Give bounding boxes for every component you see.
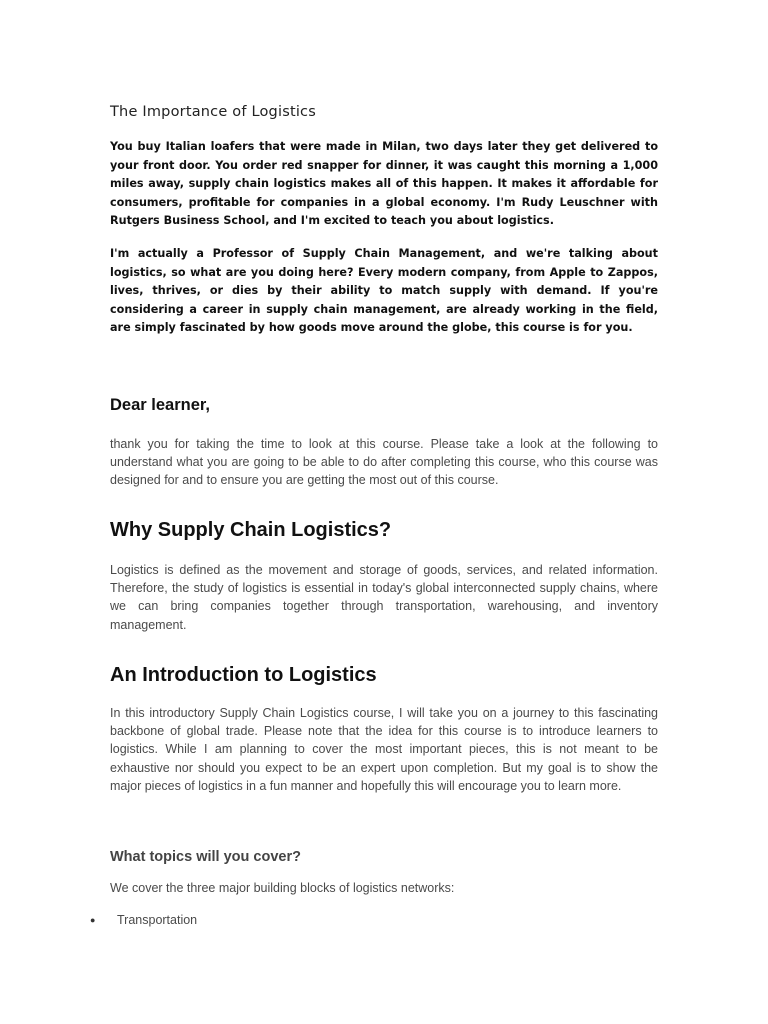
greeting-heading: Dear learner, xyxy=(110,396,210,414)
introduction-text: In this introductory Supply Chain Logistics course, I will take you on a journey to this fascinating backbone of global trade. Please note that the idea for this course is to introduce learners to logistics. While I am planning to cover the most important pieces, this is not meant to be exhaustive nor should you expect to be an expert upon completion. But my goal is to show the major pieces of logistics in a fun manner and hopefully this will encourage you to learn more. xyxy=(110,706,658,793)
list-item xyxy=(90,913,658,927)
intro-paragraph-1: You buy Italian loafers that were made in Milan, two days later they get delivered to your front door. You order red snapper for dinner, it was caught this morning a 1,000 miles away, supply chain logistics makes all of this happen. It makes it affordable for consumers, profitable for companies in a global economy. I'm Rudy Leuschner with Rutgers Business School, and I'm excited to teach you about logistics. xyxy=(110,140,658,228)
bullet-icon: ● xyxy=(90,915,96,925)
topics-intro-text: We cover the three major building blocks of logistics networks: xyxy=(110,881,455,895)
intro-paragraph-2: I'm actually a Professor of Supply Chain Management, and we're talking about logistics, so what are you doing here? Every modern company, from Apple to Zappos, lives, thrives, or dies by their ability to match supply with demand. If you're considering a career in supply chain management, are already working in the field, are simply fascinated by how goods move around the globe, this course is for you. xyxy=(110,247,658,335)
topics-heading: What topics will you cover? xyxy=(110,849,301,865)
why-text: Logistics is defined as the movement and storage of goods, services, and related information. Therefore, the study of logistics is essential in today's global interconnected supply chains, where we can bring companies together through transportation, warehousing, and inventory management. xyxy=(110,563,658,632)
greeting-text: thank you for taking the time to look at this course. Please take a look at the following to understand what you are going to be able to do after completing this course, who this course was designed for and to ensure you are getting the most out of this course. xyxy=(110,437,658,488)
introduction-heading: An Introduction to Logistics xyxy=(110,664,377,686)
list-item-label: Transportation xyxy=(117,913,198,927)
why-heading: Why Supply Chain Logistics? xyxy=(110,519,392,541)
document-title: The Importance of Logistics xyxy=(110,104,316,120)
